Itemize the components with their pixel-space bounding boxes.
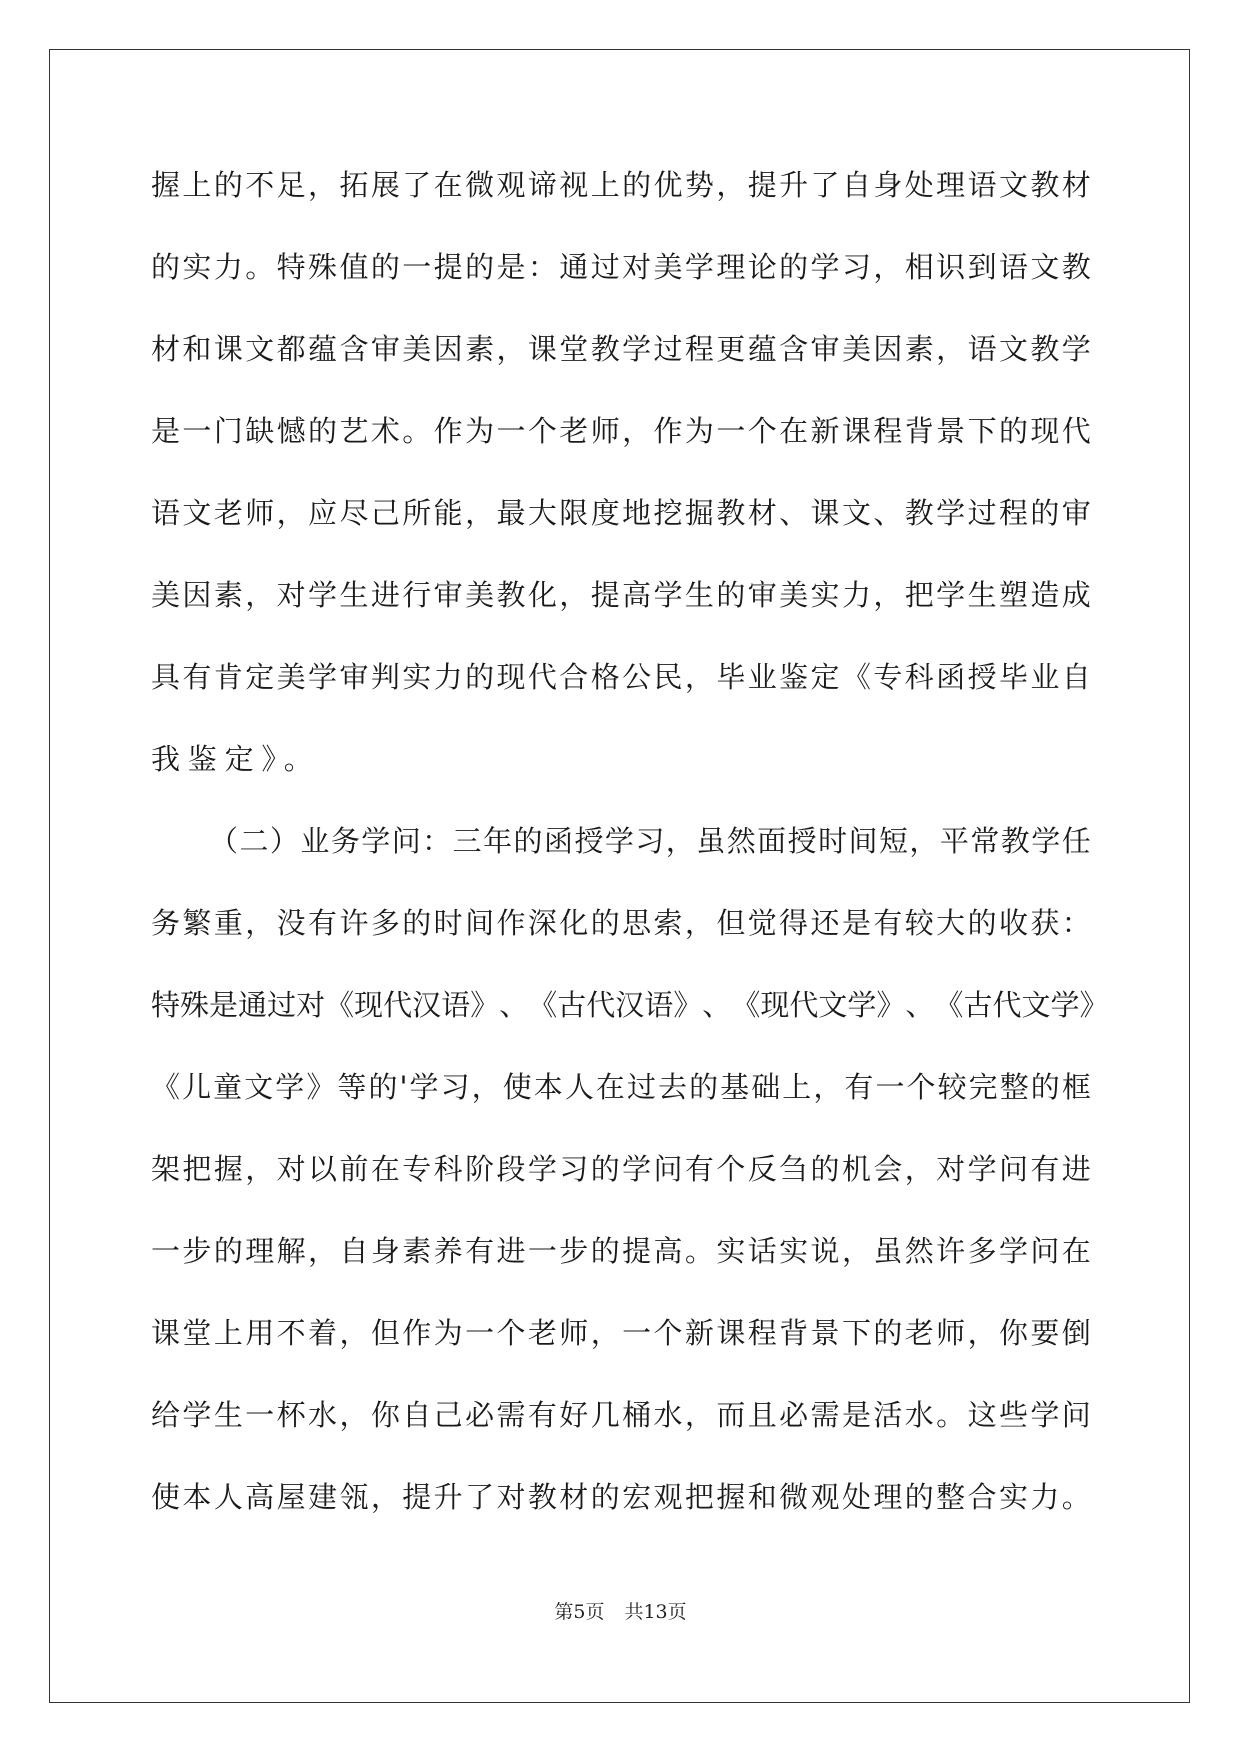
text-line: 务 繁 重 ， 没 有 许 多 的 时 间 作 深 化 的 思 索 ， 但 觉 得 还 是 有 较 大 的 收 获 ： bbox=[151, 906, 1091, 940]
text-line: 架 把 握 ， 对 以 前 在 专 科 阶 段 学 习 的 学 问 有 个 反 刍 的 机 会 ， 对 学 问 有 进 bbox=[151, 1152, 1091, 1186]
text-line: 课 堂 上 用 不 着 ， 但 作 为 一 个 老 师 ， 一 个 新 课 程 背 景 下 的 老 师 ， 你 要 倒 bbox=[151, 1316, 1091, 1350]
text-line: 的 实 力 。 特 殊 值 的 一 提 的 是 ： 通 过 对 美 学 理 论 的 学 习 ， 相 识 到 语 文 教 bbox=[151, 250, 1091, 284]
text-line: 《 儿 童 文 学 》 等 的 ' 学 习 ， 使 本 人 在 过 去 的 基 础 上 ， 有 一 个 较 完 整 的 框 bbox=[151, 1070, 1091, 1104]
body-text bbox=[151, 157, 1109, 1551]
page-total: 共13页 bbox=[624, 1601, 687, 1623]
text-line: （ 二 ） 业 务 学 问 ： 三 年 的 函 授 学 习 ， 虽 然 面 授 时 间 短 ， 平 常 教 学 任 bbox=[209, 824, 1091, 858]
text-line: 握 上 的 不 足 ， 拓 展 了 在 微 观 谛 视 上 的 优 势 ， 提 升 了 自 身 处 理 语 文 教 材 bbox=[151, 168, 1091, 202]
text-line: 使 本 人 高 屋 建 瓴 ， 提 升 了 对 教 材 的 宏 观 把 握 和 微 观 处 理 的 整 合 实 力 。 bbox=[151, 1480, 1091, 1514]
page-number: 第5页 bbox=[554, 1601, 605, 1623]
text-line: 美 因 素 ， 对 学 生 进 行 审 美 教 化 ， 提 高 学 生 的 审 美 实 力 ， 把 学 生 塑 造 成 bbox=[151, 578, 1091, 612]
text-line: 一 步 的 理 解 ， 自 身 素 养 有 进 一 步 的 提 高 。 实 话 实 说 ， 虽 然 许 多 学 问 在 bbox=[151, 1234, 1091, 1268]
text-line: 是 一 门 缺 憾 的 艺 术 。 作 为 一 个 老 师 ， 作 为 一 个 在 新 课 程 背 景 下 的 现 代 bbox=[151, 414, 1091, 448]
text-line: 材 和 课 文 都 蕴 含 审 美 因 素 ， 课 堂 教 学 过 程 更 蕴 含 审 美 因 素 ， 语 文 教 学 bbox=[151, 332, 1091, 366]
text-line: 特 殊 是 通 过 对 《 现 代 汉 语 》 、 《 古 代 汉 语 》 、 《 现 代 文 学 》 、 《 古 代 文 学 》 bbox=[151, 988, 1109, 1022]
text-line: 给 学 生 一 杯 水 ， 你 自 己 必 需 有 好 几 桶 水 ， 而 且 必 需 是 活 水 。 这 些 学 问 bbox=[151, 1398, 1091, 1432]
page-footer bbox=[0, 1597, 1241, 1624]
text-line: 我鉴定》。 bbox=[151, 742, 321, 776]
text-line: 语 文 老 师 ， 应 尽 己 所 能 ， 最 大 限 度 地 挖 掘 教 材 、 课 文 、 教 学 过 程 的 审 bbox=[151, 496, 1091, 530]
text-line: 具 有 肯 定 美 学 审 判 实 力 的 现 代 合 格 公 民 ， 毕 业 鉴 定 《 专 科 函 授 毕 业 自 bbox=[151, 660, 1091, 694]
